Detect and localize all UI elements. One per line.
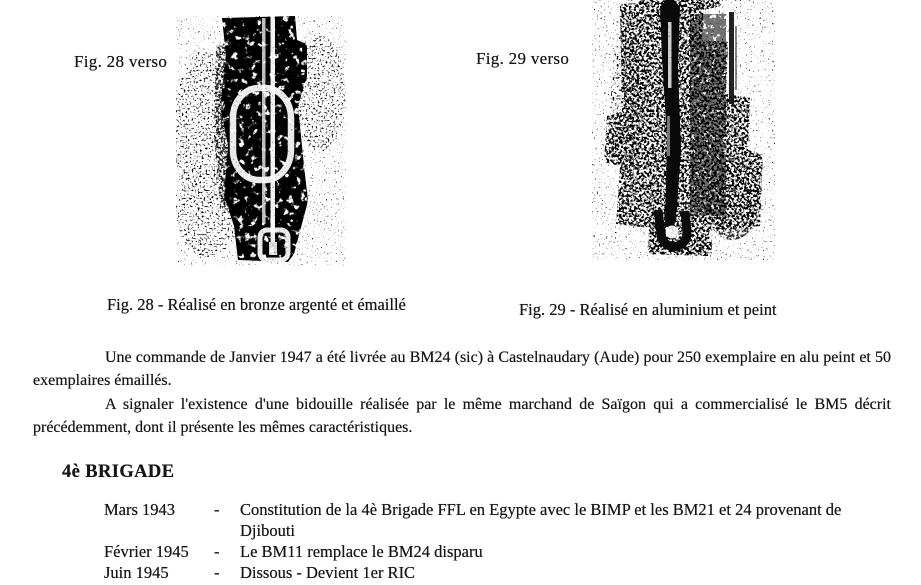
timeline-event: Dissous - Devient 1er RIC: [240, 563, 416, 582]
brigade-timeline: [104, 499, 864, 583]
fig28-verso-label: Fig. 28 verso: [74, 52, 168, 71]
fig28-photo: [176, 16, 346, 266]
paragraph-order-1947: Une commande de Janvier 1947 a été livrée au BM24 (sic) à Castelnaudary (Aude) pour 250 exemplaire en alu peint et 50 exemplaires émaillés.: [33, 349, 891, 389]
fig29-photo: [592, 0, 775, 260]
fig29-verso-label: Fig. 29 verso: [476, 49, 570, 68]
section-heading-4e-brigade: 4è BRIGADE: [62, 462, 175, 482]
timeline-dash: -: [214, 500, 220, 519]
fig29-caption: Fig. 29 - Réalisé en aluminium et peint: [519, 300, 777, 319]
timeline-event: Constitution de la 4è Brigade FFL en Egypte avec le BIMP et les BM21 et 24 provenant de Djibouti: [240, 500, 842, 540]
timeline-dash: -: [214, 563, 220, 582]
paragraph-bidouille-saigon: A signaler l'existence d'une bidouille réalisée par le même marchand de Saïgon qui a commercialisé le BM5 décrit précédemment, dont il présente les mêmes caractéristiques.: [33, 396, 891, 436]
timeline-date: Juin 1945: [104, 563, 169, 582]
timeline-date: Février 1945: [104, 542, 189, 561]
timeline-date: Mars 1943: [104, 500, 176, 519]
timeline-dash: -: [214, 542, 220, 561]
halftone-noise-overlay: [592, 0, 775, 260]
halftone-noise-overlay: [176, 16, 346, 266]
timeline-event: Le BM11 remplace le BM24 disparu: [240, 542, 483, 561]
fig28-caption: Fig. 28 - Réalisé en bronze argenté et émaillé: [107, 295, 406, 314]
